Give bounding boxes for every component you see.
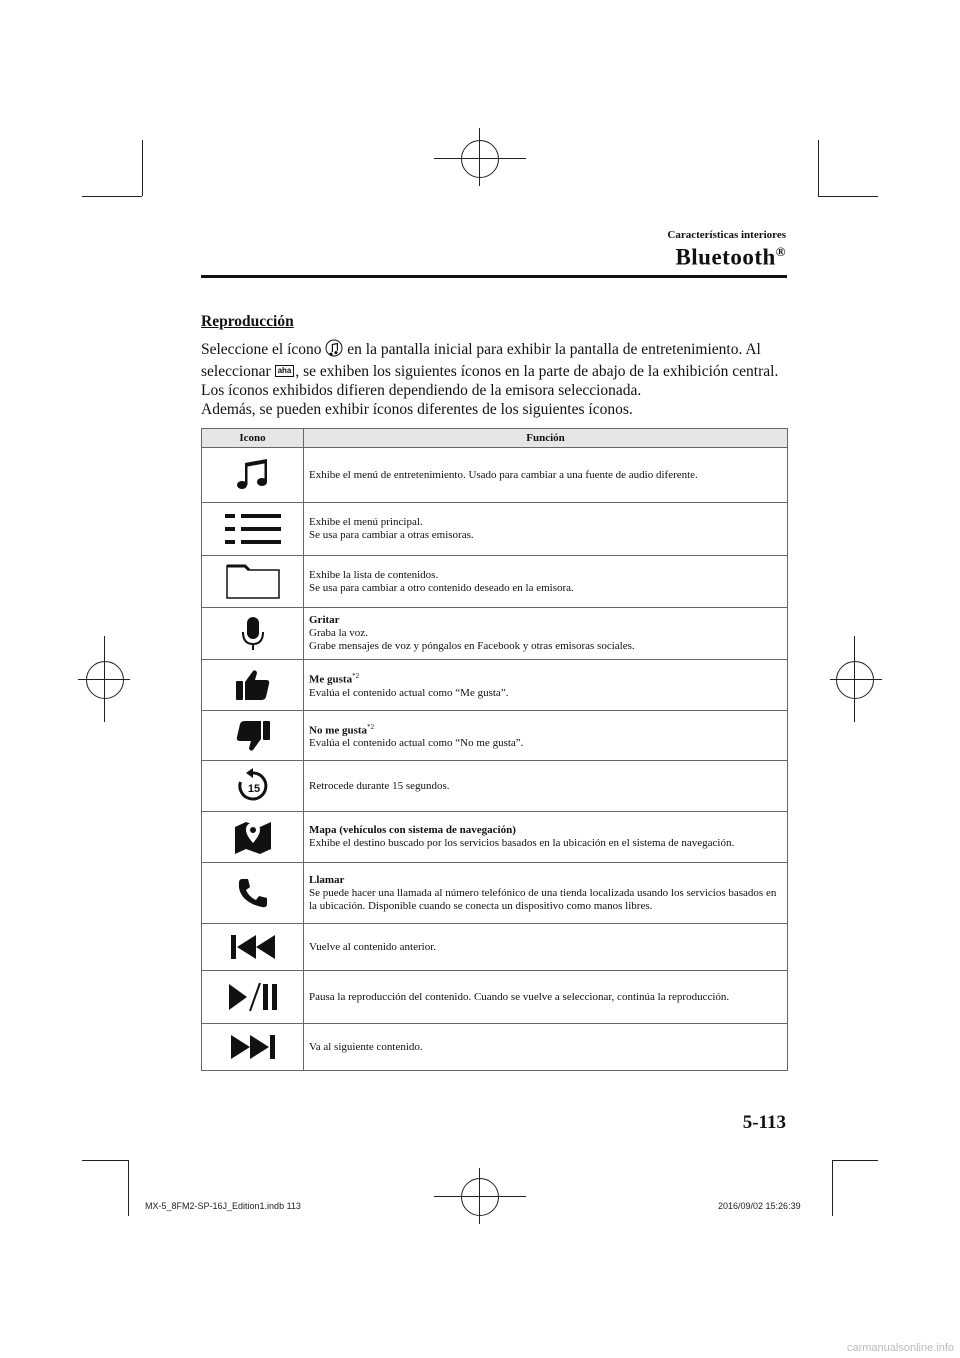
icon-cell <box>202 924 304 971</box>
icon-cell <box>202 660 304 711</box>
function-text: Evalúa el contenido actual como “No me gusta”. <box>309 737 524 750</box>
function-cell <box>304 556 788 608</box>
icon-cell <box>202 711 304 761</box>
watermark: carmanualsonline.info <box>846 1342 954 1354</box>
function-cell <box>304 812 788 863</box>
music-note-inline-icon <box>325 339 343 362</box>
table-row <box>202 608 788 660</box>
table-row <box>202 1024 788 1071</box>
crop-mark <box>82 1160 128 1161</box>
registration-mark-line <box>104 636 105 722</box>
function-text: Se puede hacer una llamada al número telefónico de una tienda localizada usando los servicios basados en la ubicación. Disponible cuando se conecta un dispositivo como manos libres. <box>309 886 777 912</box>
table-row <box>202 971 788 1024</box>
previous-track-icon <box>229 933 277 961</box>
phone-icon <box>237 877 269 909</box>
thumbs-down-icon <box>235 719 271 753</box>
icon-cell <box>202 812 304 863</box>
function-text: Graba la voz. <box>309 627 368 639</box>
registration-mark-line <box>854 636 855 722</box>
header-rule <box>201 275 787 278</box>
table-row <box>202 761 788 812</box>
function-text: Exhibe la lista de contenidos. <box>309 568 439 581</box>
chapter-title-text: Bluetooth <box>675 244 776 270</box>
table-row <box>202 924 788 971</box>
function-cell <box>304 924 788 971</box>
crop-mark <box>128 1160 129 1216</box>
function-title: Llamar <box>309 873 345 886</box>
function-text: Pausa la reproducción del contenido. Cuando se vuelve a seleccionar, continúa la reproducción. <box>309 990 730 1003</box>
function-title: Gritar <box>309 614 340 626</box>
function-title-line <box>309 670 783 687</box>
function-cell <box>304 971 788 1024</box>
icon-cell <box>202 556 304 608</box>
table-row <box>202 711 788 761</box>
function-cell <box>304 711 788 761</box>
function-text: Exhibe el menú de entretenimiento. Usado para cambiar a una fuente de audio diferente. <box>309 468 698 481</box>
function-title: Mapa (vehículos con sistema de navegación) <box>309 824 516 836</box>
footnote-ref: *2 <box>352 672 360 681</box>
function-cell <box>304 863 788 924</box>
table-row <box>202 863 788 924</box>
crop-mark <box>82 196 142 197</box>
function-cell <box>304 608 788 660</box>
function-cell <box>304 503 788 556</box>
table-row <box>202 448 788 503</box>
registration-mark-line <box>434 1196 526 1197</box>
registration-mark <box>86 661 124 699</box>
function-cell <box>304 660 788 711</box>
play-pause-icon <box>227 982 279 1012</box>
microphone-icon <box>241 616 265 652</box>
replay-15-icon <box>235 768 271 804</box>
function-cell <box>304 761 788 812</box>
table-header-row <box>202 429 788 448</box>
registration-mark-line <box>479 128 480 186</box>
registered-mark: ® <box>775 244 786 259</box>
next-track-icon <box>229 1033 277 1061</box>
function-text: Exhibe el menú principal. <box>309 516 423 528</box>
function-text: Exhibe el destino buscado por los servicios basados en la ubicación en el sistema de navegación. <box>309 837 735 849</box>
function-text: Va al siguiente contenido. <box>309 1040 423 1053</box>
crop-mark <box>818 196 878 197</box>
registration-mark-line <box>830 679 882 680</box>
registration-mark <box>461 140 499 178</box>
crop-mark <box>142 140 143 196</box>
icon-cell <box>202 608 304 660</box>
function-title-line <box>309 721 783 738</box>
icon-cell <box>202 448 304 503</box>
registration-mark-line <box>479 1168 480 1224</box>
table-row <box>202 812 788 863</box>
function-title: No me gusta <box>309 724 368 737</box>
section-label: Características interiores <box>667 229 786 241</box>
table-row <box>202 503 788 556</box>
function-text: Se usa para cambiar a otro contenido deseado en la emisora. <box>309 581 574 594</box>
intro-text-3: , se exhiben los siguientes íconos en la parte de abajo de la exhibición central. Los íconos exhibidos difieren dependiendo de la emisora seleccionada. <box>201 363 779 399</box>
function-cell <box>304 448 788 503</box>
registration-mark-line <box>434 158 526 159</box>
registration-mark <box>836 661 874 699</box>
function-text: Se usa para cambiar a otras emisoras. <box>309 529 474 541</box>
intro-text-4: Además, se pueden exhibir íconos diferentes de los siguientes íconos. <box>201 401 633 418</box>
icon-cell <box>202 1024 304 1071</box>
intro-text-2: en la pantalla inicial para exhibir la pantalla de entretenimiento. Al seleccionar <box>201 341 761 380</box>
replay-15-label: 15 <box>247 783 260 795</box>
intro-paragraph <box>201 339 791 419</box>
crop-mark <box>832 1160 833 1216</box>
crop-mark <box>832 1160 878 1161</box>
icon-cell <box>202 863 304 924</box>
thumbs-up-icon <box>235 668 271 702</box>
chapter-title <box>675 244 786 271</box>
aha-inline-icon: aha <box>275 365 295 377</box>
section-heading: Reproducción <box>201 313 294 330</box>
folder-icon <box>225 564 281 600</box>
function-text: Evalúa el contenido actual como “Me gusta”. <box>309 686 509 699</box>
icon-function-table <box>201 428 788 1071</box>
music-note-icon <box>233 457 273 493</box>
footnote-ref: *2 <box>367 722 375 731</box>
print-timestamp: 2016/09/02 15:26:39 <box>718 1201 801 1211</box>
registration-mark <box>461 1178 499 1216</box>
function-title: Me gusta <box>309 673 353 686</box>
function-column-header: Función <box>304 429 788 448</box>
function-cell <box>304 1024 788 1071</box>
icon-cell <box>202 761 304 812</box>
function-text: Vuelve al contenido anterior. <box>309 940 437 953</box>
page-number: 5-113 <box>742 1112 786 1133</box>
map-pin-icon <box>233 819 273 855</box>
function-text: Grabe mensajes de voz y póngalos en Facebook y otras emisoras sociales. <box>309 640 635 652</box>
menu-list-icon <box>223 512 283 546</box>
icon-cell <box>202 971 304 1024</box>
table-row <box>202 660 788 711</box>
table-row <box>202 556 788 608</box>
function-text: Retrocede durante 15 segundos. <box>309 779 450 792</box>
intro-text-1: Seleccione el ícono <box>201 341 326 358</box>
print-file-name: MX-5_8FM2-SP-16J_Edition1.indb 113 <box>145 1201 301 1211</box>
crop-mark <box>818 140 819 196</box>
icon-column-header: Icono <box>202 429 304 448</box>
icon-cell <box>202 503 304 556</box>
